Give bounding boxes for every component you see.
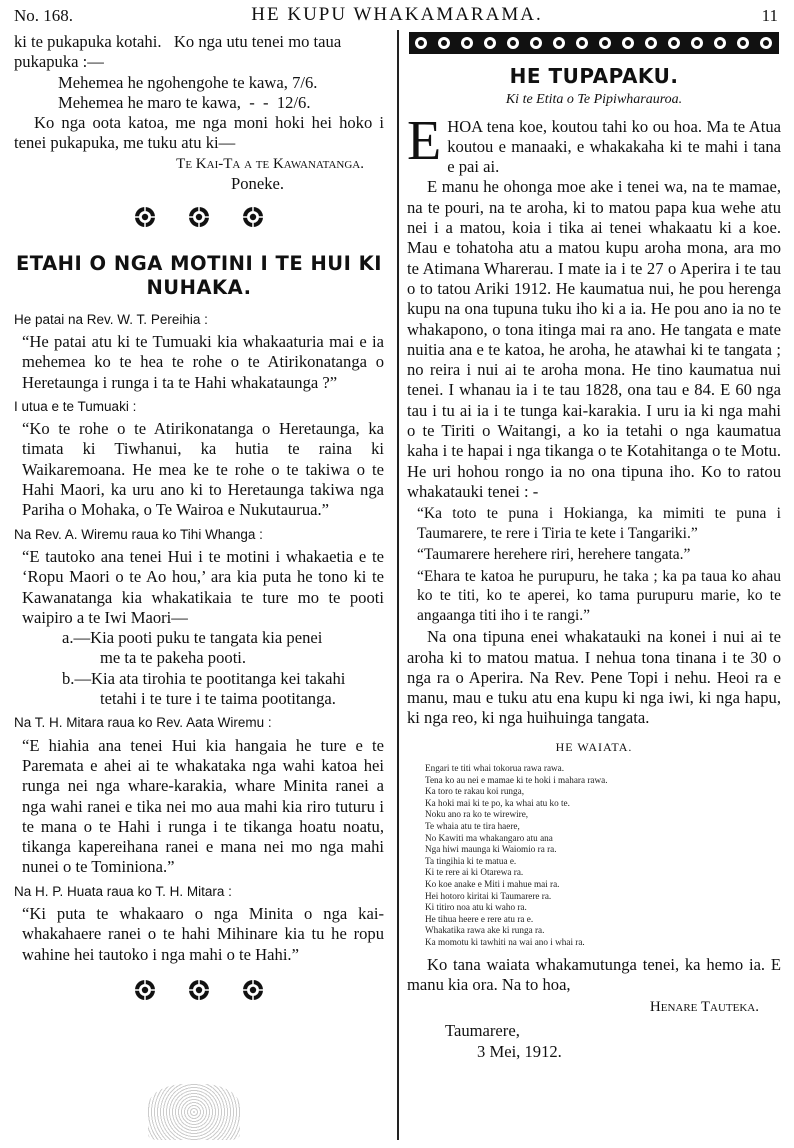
song-lyrics <box>407 763 781 949</box>
flower-ornament-icon <box>242 206 264 228</box>
proverbs <box>407 504 781 625</box>
column-divider <box>397 30 399 1140</box>
song-line: Hei hotoro kiritai ki Taumarere ra. <box>425 890 552 901</box>
song-line: Ki te rere ai ki Otarewa ra. <box>425 867 524 878</box>
motion-item: a.—Kia pooti puku te tangata kia penei <box>62 628 323 648</box>
greeting-text: HOA tena koe, koutou tahi ko ou hoa. <box>447 116 702 136</box>
song-line: Ka toro te rakau koi runga, <box>425 786 524 797</box>
flower-ornament-icon <box>242 979 264 1001</box>
place-name: Poneke. <box>231 174 284 194</box>
flower-ornament-icon <box>134 979 156 1001</box>
motion-text: “E hiahia ana tenei Hui kia hangaia he ture e te Paremata e ahei ai te whakataka nga wahi katoa hei runga nei nga whare-karakia, whare Minita ranei a nga wahi ranei e tika nei mo aua mahi kia riro tuturu i te mana o te Hahi i runga i te tikanga hoatu noatu, tikanga kapereihana ranei e mana nei mo nga mahi nunei o te Tominiona.” <box>22 735 384 877</box>
song-title: HE WAIATA. <box>555 739 633 754</box>
speaker-label: Na T. H. Mitara raua ko Rev. Aata Wiremu : <box>14 715 272 731</box>
issue-number: No. 168. <box>14 6 74 25</box>
speaker-label: Na H. P. Huata raua ko T. H. Mitara : <box>14 883 232 899</box>
song-line: Ka hoki mai ki te po, ka whai atu ko te. <box>425 797 570 808</box>
opening-paragraph <box>407 109 781 178</box>
section-heading: ETAHI O NGA MOTINI I TE HUI KI NUHAKA. <box>15 251 383 299</box>
song-line: Ko koe anake e Miti i mahue mai ra. <box>425 878 560 889</box>
place-name: Taumarere, <box>445 1021 520 1041</box>
price-line: Mehemea he ngohengohe te kawa, 7/6. <box>58 72 318 92</box>
song-line: No Kawiti ma whakangaro atu ana <box>425 832 553 843</box>
ornament-row <box>14 206 384 233</box>
song-line: Te whaia atu te tira haere, <box>425 820 520 831</box>
motion-text: “Ki puta te whakaaro o nga Minita o nga kai-whakahaere ranei o te hahi Mihinare kia tu he ropu wahine hei tautoko i nga mahi o te Hahi.” <box>22 903 384 964</box>
dedication-line: Ki te Etita o Te Pipiwharauroa. <box>505 92 683 108</box>
song-line: Ta tingihia ki te matua e. <box>425 855 517 866</box>
song-line: He tihua heere e rere atu ra e. <box>425 913 534 924</box>
proverb: “Ka toto te puna i Hokianga, ka mimiti te puna i Taumarere, te rere i Tiria te kete i Tangariki.” <box>417 505 781 542</box>
motion-item: b.—Kia ata tirohia te pootitanga kei takahi <box>62 668 346 688</box>
body-paragraph: E manu he ohonga moe ake i tenei wa, na te mamae, na te pouri, na te aroha, ki to matou papa kua wehe atu nei i a matou, koia i tika ai tenei whakaatu ki a koe. Mau e tohatoha atu a matou kupu aroha mona, ara mo te Atimana Wharerau. I mate ia i te 27 o Aperira i te tau o to tatou Ariki 1912. He kaumatua nui, he pou herenga kupu na ona tupuna tuku iho ki a ia. He pou ano ia no te whakapono, o tona itinga mai ra ano. He tangata e mate nuitia ana e te katoa, he aroha, he atawhai ki te tangata ; no reira i nui ai te aroha mona. He tino kaumatua nui tenei. I whanau ia i te tau 1828, ona tau e 84. E 60 nga tau i tu ai ia i te tunga kai-karakia. I uru ia ki nga mahi o te Tiriti o Waitangi, a ko ia tetahi o nga kaumatua kaha i te hapai i nga tikanga o te Kotahitanga o te Motu. He uri hohou rongo ia no ona tipuna iho. Ko to ratou whakatauki tenei : - <box>407 177 781 501</box>
page-header <box>0 2 794 28</box>
ornament-row <box>14 979 384 1006</box>
song-line: Ki titiro noa atu ki waho ra. <box>425 902 527 913</box>
drop-cap: E <box>407 109 442 172</box>
page-number: 11 <box>761 6 778 25</box>
intro-line: ki te pukapuka kotahi. Ko nga utu tenei mo taua <box>14 32 342 51</box>
running-title: HE KUPU WHAKAMARAMA. <box>251 4 543 25</box>
ornament-band-icon <box>409 32 779 54</box>
date-line: 3 Mei, 1912. <box>477 1041 562 1061</box>
motion-item: tetahi i te ture i te taima pootitanga. <box>100 689 336 709</box>
flower-ornament-icon <box>134 206 156 228</box>
speaker-label: I utua e te Tumuaki : <box>14 398 137 414</box>
proverb: “Ehara te katoa he purupuru, he taka ; ka pa taua ko ahau ko te titi, ko te aperei, ko tama purupuru marie, ko te angaanga titi iho i te rangi.” <box>417 567 781 624</box>
intro-line: pukapuka :— <box>14 52 104 72</box>
song-line: Tena ko au nei e mamae ki te hoki i mahara rawa. <box>425 774 608 785</box>
motion-item: me ta te pakeha pooti. <box>100 648 247 668</box>
orders-paragraph: Ko nga oota katoa, me nga moni hoki hei hoko i tenei pukapuka, me tuku atu ki— <box>14 113 384 153</box>
left-column <box>14 32 384 1024</box>
decorative-fleuron <box>148 1084 240 1140</box>
section-heading: HE TUPAPAKU. <box>509 64 679 88</box>
ornamental-border <box>407 32 781 54</box>
motion-text: “E tautoko ana tenei Hui i te motini i whakaetia e te ‘Ropu Maori o te Ao hou,’ ara kia puta he tono ki te Kawanatanga kia whakatikaia te ture mo te pooti waipiro a te Iwi Maori— <box>22 546 384 627</box>
signature: Te Kai-Ta a te Kawanatanga. <box>176 155 364 172</box>
song-line: Noku ano ra ko te wirewire, <box>425 809 529 820</box>
speaker-label: Na Rev. A. Wiremu raua ko Tihi Whanga : <box>14 526 263 542</box>
body-paragraph: Na ona tipuna enei whakatauki na konei i nui ai te aroha ki to matou matua. I nehua tona tinana i te 30 o nga ra o Aperira. Na Rev. Pene Topi i nehu. Heoi ra e manu, mau e tuku atu ena kupu ki nga iwi, ki nga hapu, ki nga reo, ki nga huihuinga tangata. <box>407 627 781 728</box>
greeting-text: Ma te Atua koutou e manaaki, e whakakaha ki te mahi i tana e pai ai. <box>447 116 781 177</box>
proverb: “Taumarere herehere riri, herehere tangata.” <box>417 546 691 564</box>
motion-text: “He patai atu ki te Tumuaki kia whakaaturia mai e ia mehemea ko te hea te rohe o te Atirikonatanga o Heretaunga i runga i ta te Hahi whakataunga ?” <box>22 331 384 392</box>
flower-ornament-icon <box>188 206 210 228</box>
song-line: Ka momotu ki tawhiti na wai ano i whai ra. <box>425 936 585 947</box>
speaker-label: He patai na Rev. W. T. Pereihia : <box>14 311 208 327</box>
flower-ornament-icon <box>188 979 210 1001</box>
song-line: Nga hiwi maunga ki Waiomio ra ra. <box>425 844 557 855</box>
signature: Henare Tauteka. <box>649 999 759 1016</box>
right-column <box>407 32 781 1062</box>
closing-paragraph: Ko tana waiata whakamutunga tenei, ka hemo ia. E manu kia ora. Na to hoa, <box>407 954 781 994</box>
song-line: Engari te titi whai tokorua rawa rawa. <box>425 763 565 774</box>
motion-text: “Ko te rohe o te Atirikonatanga o Heretaunga, ka timata ki Tiwhanui, ka hutia te raina ki Waikaremoana. He mea ke te rohe o te takiwa o te Hahi Maori, ka uru ano ki to Heretaunga takiwa nga Pariha o Mohaka, o Te Wairoa e Nukutaurua.” <box>22 419 384 520</box>
song-line: Whakatika rawa ake ki runga ra. <box>425 925 545 936</box>
price-line: Mehemea he maro te kawa, - - 12/6. <box>58 92 311 112</box>
